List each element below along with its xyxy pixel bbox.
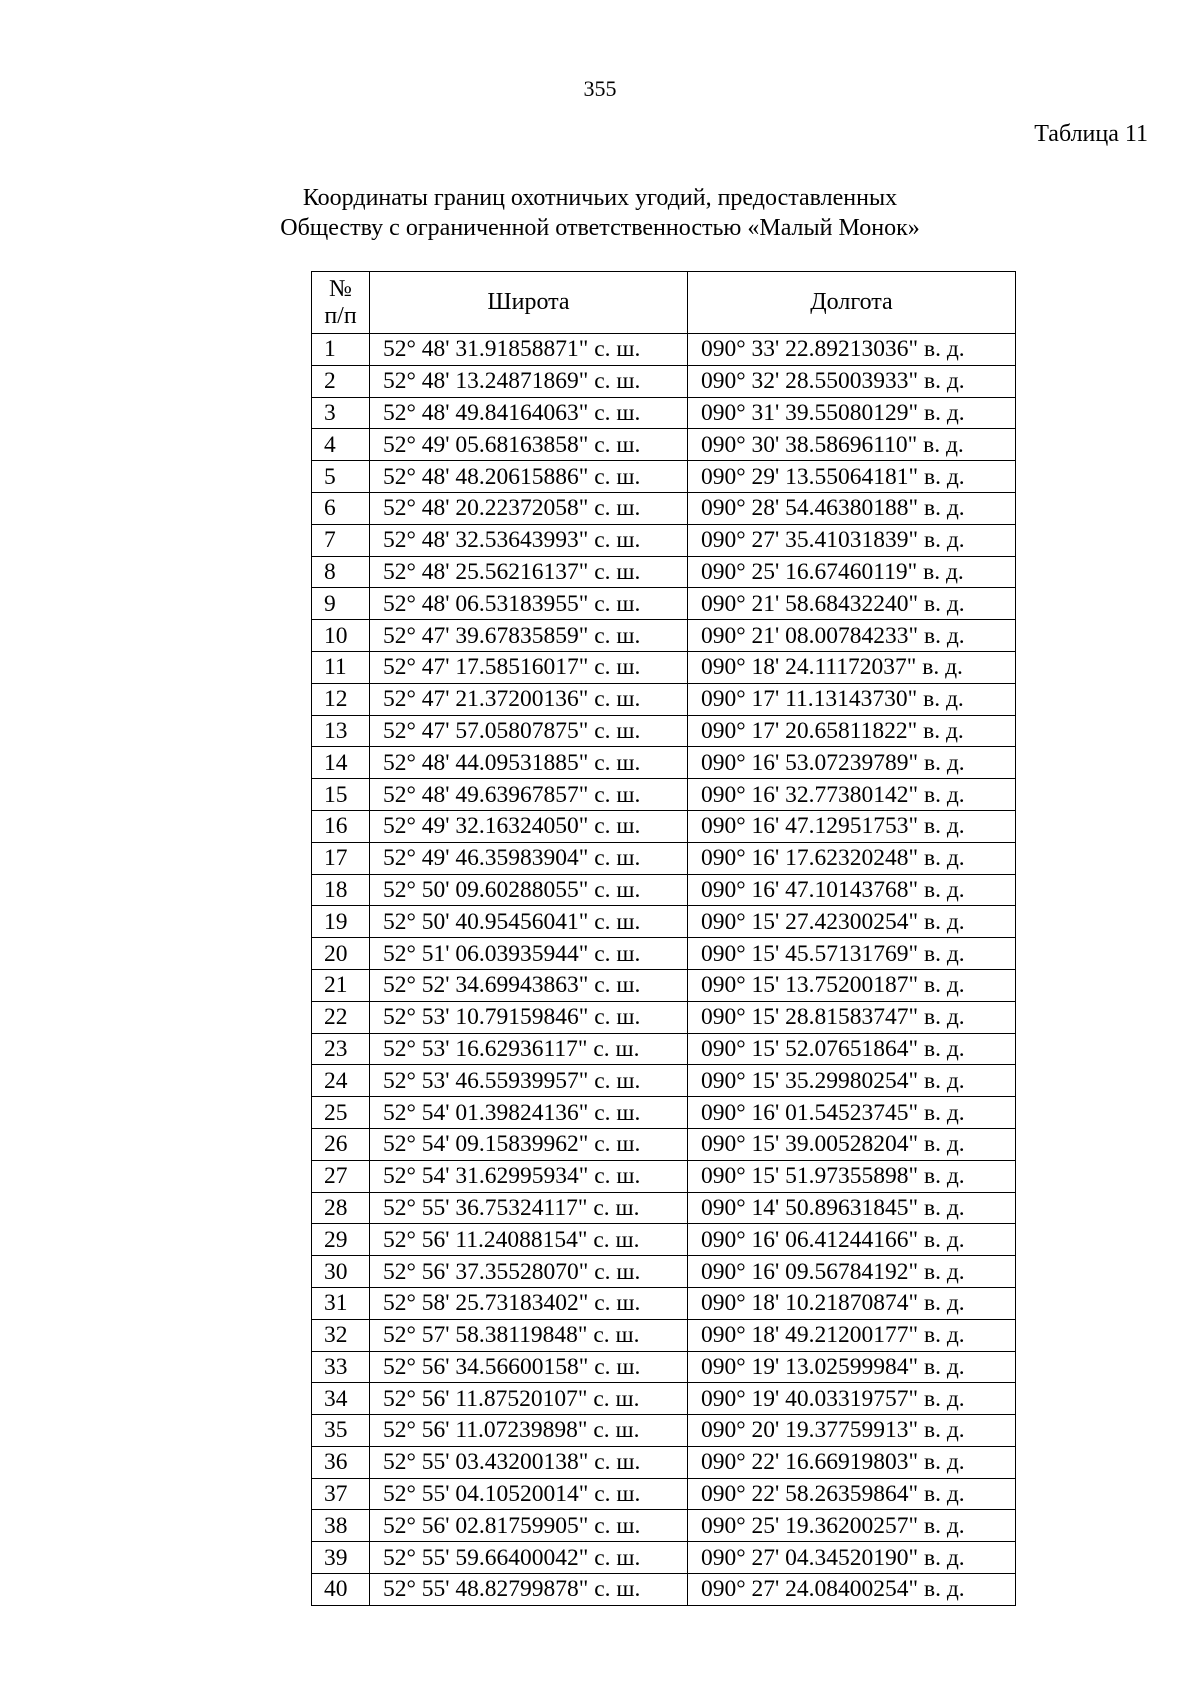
table-row [312,429,1016,461]
cell-latitude: 52° 49' 32.16324050" с. ш. [370,810,688,842]
cell-number: 34 [312,1383,370,1415]
cell-latitude: 52° 47' 17.58516017" с. ш. [370,651,688,683]
cell-longitude: 090° 16' 32.77380142" в. д. [688,779,1016,811]
cell-longitude: 090° 16' 47.10143768" в. д. [688,874,1016,906]
table-row [312,1287,1016,1319]
cell-number: 3 [312,397,370,429]
number-symbol: № [329,275,352,302]
cell-latitude: 52° 56' 11.07239898" с. ш. [370,1415,688,1447]
cell-number: 19 [312,906,370,938]
table-row [312,1351,1016,1383]
cell-longitude: 090° 30' 38.58696110" в. д. [688,429,1016,461]
table-row [312,969,1016,1001]
cell-number: 31 [312,1287,370,1319]
cell-latitude: 52° 54' 31.62995934" с. ш. [370,1160,688,1192]
cell-longitude: 090° 16' 47.12951753" в. д. [688,810,1016,842]
cell-longitude: 090° 28' 54.46380188" в. д. [688,492,1016,524]
table-row [312,1001,1016,1033]
cell-latitude: 52° 56' 11.87520107" с. ш. [370,1383,688,1415]
cell-latitude: 52° 56' 34.56600158" с. ш. [370,1351,688,1383]
table-row [312,874,1016,906]
cell-latitude: 52° 55' 59.66400042" с. ш. [370,1542,688,1574]
cell-number: 28 [312,1192,370,1224]
cell-number: 38 [312,1510,370,1542]
table-row [312,715,1016,747]
table-row [312,1542,1016,1574]
cell-latitude: 52° 53' 46.55939957" с. ш. [370,1065,688,1097]
table-row [312,1033,1016,1065]
cell-longitude: 090° 15' 52.07651864" в. д. [688,1033,1016,1065]
cell-longitude: 090° 15' 28.81583747" в. д. [688,1001,1016,1033]
document-title [0,183,1200,243]
table-row [312,779,1016,811]
cell-latitude: 52° 50' 40.95456041" с. ш. [370,906,688,938]
cell-number: 14 [312,747,370,779]
table-row [312,810,1016,842]
cell-longitude: 090° 17' 20.65811822" в. д. [688,715,1016,747]
cell-latitude: 52° 57' 58.38119848" с. ш. [370,1319,688,1351]
document-title-line-2: Обществу с ограниченной ответственностью «Малый Монок» [280,215,920,241]
cell-longitude: 090° 18' 24.11172037" в. д. [688,651,1016,683]
cell-number: 15 [312,779,370,811]
table-row [312,1574,1016,1606]
table-row [312,747,1016,779]
cell-number: 33 [312,1351,370,1383]
cell-longitude: 090° 27' 35.41031839" в. д. [688,524,1016,556]
cell-latitude: 52° 47' 57.05807875" с. ш. [370,715,688,747]
cell-longitude: 090° 27' 24.08400254" в. д. [688,1574,1016,1606]
table-row [312,1065,1016,1097]
cell-number: 11 [312,651,370,683]
cell-longitude: 090° 16' 09.56784192" в. д. [688,1256,1016,1288]
table-label: Таблица 11 [1034,121,1148,147]
cell-latitude: 52° 48' 31.91858871" с. ш. [370,334,688,366]
table-row [312,938,1016,970]
cell-longitude: 090° 16' 01.54523745" в. д. [688,1097,1016,1129]
cell-longitude: 090° 20' 19.37759913" в. д. [688,1415,1016,1447]
cell-number: 40 [312,1574,370,1606]
number-sub-label: п/п [324,302,357,329]
table-body [312,334,1016,1606]
cell-latitude: 52° 56' 11.24088154" с. ш. [370,1224,688,1256]
cell-latitude: 52° 54' 01.39824136" с. ш. [370,1097,688,1129]
cell-number: 5 [312,461,370,493]
table-header-row [312,272,1016,334]
cell-longitude: 090° 25' 16.67460119" в. д. [688,556,1016,588]
table-row [312,524,1016,556]
cell-latitude: 52° 49' 46.35983904" с. ш. [370,842,688,874]
cell-longitude: 090° 27' 04.34520190" в. д. [688,1542,1016,1574]
cell-number: 1 [312,334,370,366]
cell-latitude: 52° 48' 20.22372058" с. ш. [370,492,688,524]
cell-number: 25 [312,1097,370,1129]
cell-longitude: 090° 19' 40.03319757" в. д. [688,1383,1016,1415]
table-row [312,1097,1016,1129]
table-row [312,842,1016,874]
document-title-line-1: Координаты границ охотничьих угодий, предоставленных [302,185,898,211]
cell-number: 20 [312,938,370,970]
table-row [312,1446,1016,1478]
cell-latitude: 52° 56' 37.35528070" с. ш. [370,1256,688,1288]
cell-number: 29 [312,1224,370,1256]
column-header-latitude: Широта [370,272,688,334]
cell-number: 22 [312,1001,370,1033]
cell-latitude: 52° 47' 21.37200136" с. ш. [370,683,688,715]
cell-latitude: 52° 48' 49.63967857" с. ш. [370,779,688,811]
cell-latitude: 52° 54' 09.15839962" с. ш. [370,1128,688,1160]
cell-latitude: 52° 51' 06.03935944" с. ш. [370,938,688,970]
cell-longitude: 090° 15' 45.57131769" в. д. [688,938,1016,970]
cell-latitude: 52° 48' 49.84164063" с. ш. [370,397,688,429]
cell-number: 35 [312,1415,370,1447]
table-row [312,683,1016,715]
cell-number: 12 [312,683,370,715]
cell-number: 24 [312,1065,370,1097]
coordinates-table [311,271,1016,1606]
cell-longitude: 090° 16' 06.41244166" в. д. [688,1224,1016,1256]
cell-number: 26 [312,1128,370,1160]
cell-longitude: 090° 17' 11.13143730" в. д. [688,683,1016,715]
table-row [312,620,1016,652]
cell-number: 23 [312,1033,370,1065]
cell-longitude: 090° 22' 58.26359864" в. д. [688,1478,1016,1510]
table-row [312,1319,1016,1351]
table-row [312,1224,1016,1256]
table-row [312,1510,1016,1542]
cell-number: 16 [312,810,370,842]
cell-latitude: 52° 48' 32.53643993" с. ш. [370,524,688,556]
cell-number: 9 [312,588,370,620]
cell-longitude: 090° 31' 39.55080129" в. д. [688,397,1016,429]
cell-longitude: 090° 21' 58.68432240" в. д. [688,588,1016,620]
cell-number: 36 [312,1446,370,1478]
table-row [312,556,1016,588]
table-row [312,1383,1016,1415]
table-row [312,588,1016,620]
cell-latitude: 52° 48' 13.24871869" с. ш. [370,365,688,397]
cell-longitude: 090° 29' 13.55064181" в. д. [688,461,1016,493]
column-header-longitude: Долгота [688,272,1016,334]
cell-number: 27 [312,1160,370,1192]
cell-number: 37 [312,1478,370,1510]
cell-longitude: 090° 15' 51.97355898" в. д. [688,1160,1016,1192]
cell-longitude: 090° 33' 22.89213036" в. д. [688,334,1016,366]
cell-longitude: 090° 15' 39.00528204" в. д. [688,1128,1016,1160]
cell-longitude: 090° 25' 19.36200257" в. д. [688,1510,1016,1542]
cell-number: 32 [312,1319,370,1351]
cell-latitude: 52° 55' 04.10520014" с. ш. [370,1478,688,1510]
cell-latitude: 52° 55' 03.43200138" с. ш. [370,1446,688,1478]
cell-latitude: 52° 53' 10.79159846" с. ш. [370,1001,688,1033]
cell-latitude: 52° 48' 25.56216137" с. ш. [370,556,688,588]
cell-number: 8 [312,556,370,588]
cell-longitude: 090° 22' 16.66919803" в. д. [688,1446,1016,1478]
cell-number: 13 [312,715,370,747]
table-row [312,1478,1016,1510]
cell-latitude: 52° 58' 25.73183402" с. ш. [370,1287,688,1319]
table-row [312,1256,1016,1288]
column-header-number [312,272,370,334]
cell-number: 39 [312,1542,370,1574]
cell-longitude: 090° 14' 50.89631845" в. д. [688,1192,1016,1224]
cell-latitude: 52° 55' 48.82799878" с. ш. [370,1574,688,1606]
table-row [312,492,1016,524]
cell-longitude: 090° 18' 49.21200177" в. д. [688,1319,1016,1351]
cell-latitude: 52° 52' 34.69943863" с. ш. [370,969,688,1001]
cell-latitude: 52° 50' 09.60288055" с. ш. [370,874,688,906]
cell-latitude: 52° 48' 48.20615886" с. ш. [370,461,688,493]
table-row [312,365,1016,397]
cell-number: 10 [312,620,370,652]
cell-number: 18 [312,874,370,906]
cell-number: 7 [312,524,370,556]
cell-longitude: 090° 16' 17.62320248" в. д. [688,842,1016,874]
table-row [312,651,1016,683]
table-row [312,1128,1016,1160]
cell-latitude: 52° 47' 39.67835859" с. ш. [370,620,688,652]
cell-longitude: 090° 21' 08.00784233" в. д. [688,620,1016,652]
cell-number: 30 [312,1256,370,1288]
cell-number: 2 [312,365,370,397]
cell-latitude: 52° 55' 36.75324117" с. ш. [370,1192,688,1224]
cell-longitude: 090° 32' 28.55003933" в. д. [688,365,1016,397]
table-row [312,1160,1016,1192]
cell-longitude: 090° 15' 27.42300254" в. д. [688,906,1016,938]
cell-number: 17 [312,842,370,874]
cell-longitude: 090° 15' 13.75200187" в. д. [688,969,1016,1001]
cell-longitude: 090° 16' 53.07239789" в. д. [688,747,1016,779]
cell-number: 6 [312,492,370,524]
table-row [312,1192,1016,1224]
cell-longitude: 090° 18' 10.21870874" в. д. [688,1287,1016,1319]
page-number: 355 [583,76,617,101]
cell-longitude: 090° 19' 13.02599984" в. д. [688,1351,1016,1383]
cell-number: 21 [312,969,370,1001]
cell-latitude: 52° 48' 06.53183955" с. ш. [370,588,688,620]
table-row [312,1415,1016,1447]
table-row [312,397,1016,429]
cell-number: 4 [312,429,370,461]
table-row [312,461,1016,493]
cell-latitude: 52° 56' 02.81759905" с. ш. [370,1510,688,1542]
table-row [312,906,1016,938]
cell-longitude: 090° 15' 35.29980254" в. д. [688,1065,1016,1097]
cell-latitude: 52° 53' 16.62936117" с. ш. [370,1033,688,1065]
cell-latitude: 52° 48' 44.09531885" с. ш. [370,747,688,779]
cell-latitude: 52° 49' 05.68163858" с. ш. [370,429,688,461]
table-row [312,334,1016,366]
